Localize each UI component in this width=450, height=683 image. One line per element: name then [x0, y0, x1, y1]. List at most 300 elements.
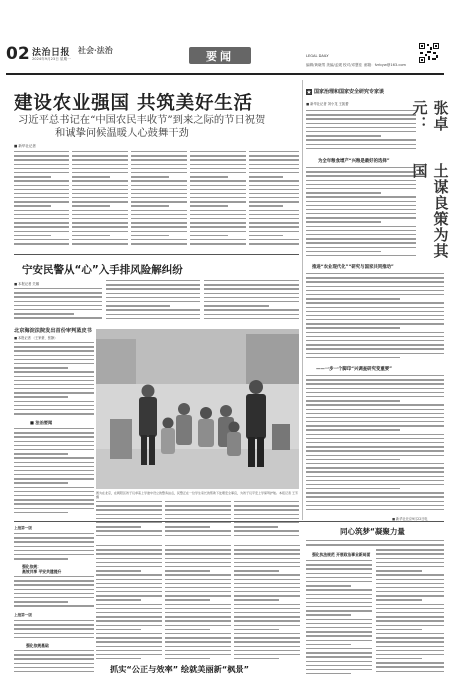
text-line: [249, 205, 283, 206]
text-line: [306, 353, 444, 354]
text-line: [72, 164, 128, 165]
text-line: [96, 545, 162, 546]
text-line: [96, 608, 162, 609]
text-line: [306, 234, 416, 235]
text-line: [165, 501, 231, 502]
text-line: [96, 633, 162, 634]
text-line: [234, 545, 300, 546]
text-line: [306, 201, 416, 202]
text-line: [249, 218, 299, 219]
text-line: [14, 193, 69, 194]
text-line: [249, 151, 299, 152]
text-line: [131, 193, 187, 194]
text-line: [14, 580, 94, 581]
text-line: [376, 650, 444, 651]
text-line: [306, 180, 416, 181]
text-line: [376, 562, 444, 563]
text-line: [96, 553, 162, 554]
lead-byline: ■ 新华社记者: [14, 144, 36, 148]
text-line: [72, 168, 128, 169]
text-line: [131, 172, 187, 173]
text-line: [14, 350, 94, 351]
text-line: [306, 409, 444, 410]
text-line: [131, 214, 187, 215]
bottom-mid-body-2: [165, 545, 231, 663]
text-line: [376, 637, 444, 638]
text-line: [306, 450, 444, 451]
text-line: [376, 595, 444, 596]
text-line: [96, 549, 162, 550]
text-line: [234, 612, 300, 613]
text-line: [72, 218, 128, 219]
text-line: [306, 404, 444, 405]
text-line: [376, 654, 444, 655]
text-line: [190, 231, 246, 232]
vertical-title-line-2: 土谋良策为其国: [410, 163, 450, 260]
right-col-heading-1: 为全年粮食增产“兴粮是最好的选择”: [318, 159, 390, 164]
text-line: [14, 491, 94, 492]
text-line: [306, 635, 372, 636]
text-line: [165, 535, 231, 536]
text-line: [249, 164, 299, 165]
text-line: [72, 214, 128, 215]
text-line: [165, 654, 231, 655]
text-line: [106, 309, 200, 310]
bottom-left-body-1: [14, 533, 94, 563]
text-line: [306, 213, 416, 214]
text-line: [131, 189, 187, 190]
text-line: [249, 231, 299, 232]
text-line: [306, 581, 372, 582]
text-line: [14, 512, 68, 513]
text-line: [131, 201, 187, 202]
text-line: [14, 550, 94, 551]
text-line: [190, 172, 246, 173]
text-line: [190, 185, 246, 186]
text-line: [14, 313, 74, 314]
text-line: [306, 251, 381, 252]
text-line: [96, 509, 162, 510]
text-line: [72, 226, 128, 227]
text-line: [306, 425, 444, 426]
text-line: [165, 549, 231, 550]
text-line: [14, 558, 68, 559]
text-line: [376, 658, 422, 659]
text-line: [306, 656, 372, 657]
text-line: [190, 205, 228, 206]
text-line: [96, 562, 162, 563]
text-line: [96, 518, 162, 519]
text-line: [306, 598, 372, 599]
text-line: [249, 222, 299, 223]
text-line: [306, 184, 416, 185]
text-line: [14, 222, 69, 223]
right-col-credit: ■ 新华社北京9月22日电: [392, 517, 428, 521]
text-line: [306, 438, 444, 439]
text-line: [306, 665, 372, 666]
text-line: [376, 579, 444, 580]
text-line: [306, 148, 416, 149]
text-line: [14, 371, 94, 372]
text-line: [14, 342, 94, 343]
text-line: [306, 247, 416, 248]
text-line: [190, 235, 228, 236]
text-line: [96, 625, 162, 626]
text-line: [14, 201, 69, 202]
text-line: [306, 327, 400, 328]
text-line: [14, 541, 94, 542]
text-line: [234, 641, 300, 642]
text-line: [306, 480, 444, 481]
text-line: [306, 205, 416, 206]
text-line: [131, 218, 187, 219]
paper-name: 法治日报: [32, 48, 71, 58]
text-line: [190, 226, 246, 227]
text-line: [190, 214, 246, 215]
text-line: [165, 566, 231, 567]
text-line: [72, 176, 110, 177]
text-line: [165, 637, 231, 638]
text-line: [306, 127, 416, 128]
text-line: [306, 492, 444, 493]
text-line: [306, 540, 444, 541]
bottom-left-head-1: 上接第一版: [14, 526, 32, 530]
text-line: [306, 302, 444, 303]
text-line: [14, 317, 102, 318]
text-line: [14, 432, 94, 433]
text-line: [131, 155, 187, 156]
text-line: [306, 594, 372, 595]
text-line: [190, 151, 246, 152]
text-line: [234, 566, 300, 567]
text-line: [72, 189, 128, 190]
text-line: [376, 604, 444, 605]
text-line: [165, 633, 231, 634]
bottom-headline-1: 抓实“公正与效率” 绘就美丽新“枫景”: [110, 664, 250, 674]
date-line: 2024年9月23日 星期一: [32, 57, 71, 61]
text-line: [376, 570, 422, 571]
text-line: [376, 646, 444, 647]
text-line: [306, 673, 351, 674]
text-line: [14, 164, 69, 165]
news-photo: [96, 329, 299, 489]
text-line: [306, 568, 372, 569]
text-line: [306, 623, 372, 624]
text-line: [14, 396, 68, 397]
mid-sub-byline: ■ 本报记者 （王家豪、张静）: [14, 336, 58, 340]
text-line: [306, 488, 400, 489]
text-line: [106, 314, 200, 315]
text-line: [306, 277, 444, 278]
text-line: [14, 218, 69, 219]
text-line: [306, 459, 400, 460]
text-line: [306, 417, 444, 418]
bottom-left-body-2: [14, 576, 94, 612]
right-col-byline: ■ 新华社记者 刘小龙 王凯蕾: [306, 102, 349, 106]
text-line: [14, 359, 94, 360]
text-line: [72, 235, 110, 236]
text-line: [376, 587, 444, 588]
text-line: [306, 463, 444, 464]
text-line: [306, 315, 444, 316]
text-line: [14, 346, 94, 347]
text-line: [106, 318, 200, 319]
text-line: [96, 530, 162, 531]
text-line: [165, 505, 231, 506]
text-line: [204, 288, 299, 289]
text-line: [306, 294, 444, 295]
text-line: [14, 601, 68, 602]
text-line: [131, 164, 187, 165]
text-line: [72, 193, 128, 194]
text-line: [306, 652, 372, 653]
mid-rule: [14, 254, 299, 255]
text-line: [376, 616, 444, 617]
text-line: [96, 514, 162, 515]
text-line: [72, 201, 128, 202]
text-line: [376, 625, 444, 626]
text-line: [234, 595, 300, 596]
text-line: [14, 214, 69, 215]
lead-subtitle-2: 和诚挚问候温暖人心鼓舞干劲: [55, 127, 189, 139]
text-line: [96, 570, 141, 571]
bottom-headline-2: 同心筑梦“凝聚力量: [340, 527, 405, 536]
text-line: [14, 305, 102, 306]
text-line: [306, 606, 372, 607]
text-line: [306, 396, 444, 397]
text-line: [306, 573, 372, 574]
text-line: [14, 499, 94, 500]
text-line: [131, 197, 187, 198]
text-line: [306, 323, 444, 324]
text-line: [306, 631, 372, 632]
text-line: [204, 293, 299, 294]
text-line: [306, 627, 372, 628]
bottom-right-sub: 强化执法规范 开展政治事业新局面: [312, 552, 371, 557]
lead-subtitle-1: 习近平总书记在“中国农民丰收节”到来之际的节日祝贺: [18, 114, 266, 126]
text-line: [306, 602, 372, 603]
text-line: [204, 301, 299, 302]
text-line: [306, 332, 444, 333]
vertical-title: [410, 100, 450, 270]
text-line: [131, 180, 187, 181]
photo-caption: 图为在北京，在朝阳区孩子们拿着上学途中设立的警务站点，民警正在一位学生家长的帮助下处理安全事宜，为孩子们平安上学保驾护航。本报记者 王芳 摄: [96, 491, 298, 499]
right-col-body-1: [306, 110, 416, 156]
text-line: [306, 135, 381, 136]
masthead-rule: [6, 73, 444, 75]
text-line: [306, 281, 444, 282]
text-line: [234, 616, 300, 617]
text-line: [14, 457, 94, 458]
text-line: [306, 167, 416, 168]
text-line: [190, 218, 246, 219]
text-line: [14, 482, 68, 483]
text-line: [14, 671, 94, 672]
text-line: [306, 110, 416, 111]
text-line: [306, 123, 416, 124]
text-line: [376, 666, 444, 667]
text-line: [165, 526, 210, 527]
bottom-mid-body-1: [96, 545, 162, 663]
text-line: [14, 189, 69, 190]
text-line: [14, 533, 94, 534]
text-line: [14, 235, 51, 236]
text-line: [306, 217, 416, 218]
text-line: [306, 644, 351, 645]
text-line: [96, 646, 162, 647]
text-line: [14, 436, 94, 437]
legal-daily-label: LEGAL DAILY: [306, 54, 329, 58]
bottom-left-sub-2: 强化依规基础: [26, 643, 49, 648]
text-line: [14, 243, 69, 244]
text-line: [14, 388, 94, 389]
text-line: [14, 376, 94, 377]
lead-body-col-2: [72, 151, 128, 251]
text-line: [306, 585, 351, 586]
text-line: [14, 159, 69, 160]
text-line: [204, 280, 299, 281]
text-line: [249, 180, 299, 181]
bottom-right-body-3: [376, 545, 444, 678]
text-line: [306, 429, 400, 430]
text-line: [165, 595, 231, 596]
text-line: [190, 159, 246, 160]
text-line: [234, 579, 300, 580]
text-line: [306, 383, 444, 384]
text-line: [234, 509, 299, 510]
text-line: [131, 243, 187, 244]
text-line: [14, 172, 69, 173]
text-line: [234, 558, 300, 559]
text-line: [96, 501, 162, 502]
right-col-divider: [302, 80, 303, 520]
text-line: [131, 222, 187, 223]
text-line: [306, 286, 444, 287]
text-line: [106, 280, 200, 281]
text-line: [131, 231, 187, 232]
text-line: [165, 641, 231, 642]
text-line: [14, 546, 94, 547]
text-line: [14, 453, 68, 454]
text-line: [234, 526, 278, 527]
right-col-body-4: [306, 375, 444, 515]
text-line: [14, 537, 94, 538]
text-line: [306, 118, 416, 119]
text-line: [96, 535, 162, 536]
text-line: [234, 562, 300, 563]
text-line: [14, 605, 94, 606]
right-col-heading-3: ——一步一个脚印“兴调查研究变重要”: [316, 367, 393, 372]
text-line: [306, 290, 444, 291]
text-line: [14, 667, 94, 668]
text-line: [72, 197, 128, 198]
text-line: [106, 297, 200, 298]
text-line: [234, 574, 300, 575]
text-line: [14, 210, 69, 211]
text-line: [165, 574, 231, 575]
text-line: [165, 530, 231, 531]
mid-sub-body: [14, 342, 94, 418]
text-line: [190, 164, 246, 165]
text-line: [14, 168, 69, 169]
text-line: [106, 305, 170, 306]
text-line: [14, 658, 94, 659]
mid-story-body-2: [106, 280, 200, 324]
text-line: [249, 226, 299, 227]
text-line: [306, 311, 444, 312]
text-line: [14, 593, 94, 594]
text-line: [72, 222, 128, 223]
text-line: [306, 661, 372, 662]
text-line: [165, 650, 231, 651]
text-line: [131, 235, 169, 236]
text-line: [131, 151, 187, 152]
page-number: 02: [6, 44, 30, 64]
text-line: [376, 641, 444, 642]
section-label: 要闻: [206, 49, 234, 63]
text-line: [14, 633, 94, 634]
text-line: [14, 554, 94, 555]
text-line: [14, 151, 69, 152]
text-line: [249, 210, 299, 211]
text-line: [306, 434, 444, 435]
text-line: [204, 314, 299, 315]
text-line: [306, 348, 444, 349]
text-line: [306, 196, 416, 197]
text-line: [14, 462, 94, 463]
text-line: [306, 336, 444, 337]
text-line: [249, 155, 299, 156]
text-line: [14, 392, 94, 393]
text-line: [306, 509, 444, 510]
text-line: [96, 595, 162, 596]
text-line: [306, 230, 416, 231]
text-line: [14, 413, 94, 414]
text-line: [376, 553, 444, 554]
text-line: [376, 662, 444, 663]
text-line: [14, 428, 94, 429]
text-line: [72, 159, 128, 160]
text-line: [14, 474, 94, 475]
right-col-heading-2: 推进“农业现代化”“研究与国家共同推动”: [312, 265, 394, 270]
text-line: [249, 214, 299, 215]
text-line: [14, 380, 94, 381]
text-line: [306, 589, 372, 590]
text-line: [249, 189, 299, 190]
text-line: [165, 604, 231, 605]
text-line: [306, 131, 416, 132]
text-line: [234, 658, 279, 659]
text-line: [234, 650, 300, 651]
text-line: [234, 591, 300, 592]
text-line: [376, 629, 422, 630]
text-line: [306, 375, 444, 376]
text-line: [306, 238, 416, 239]
text-line: [96, 505, 162, 506]
text-line: [72, 210, 128, 211]
text-line: [72, 151, 128, 152]
text-line: [14, 155, 69, 156]
text-line: [14, 487, 94, 488]
text-line: [131, 176, 169, 177]
text-line: [14, 292, 102, 293]
text-line: [14, 176, 51, 177]
text-line: [306, 209, 416, 210]
text-line: [306, 614, 351, 615]
right-col-header-text: 国家治理和国家安全研究专家谈: [314, 89, 385, 95]
lead-body-col-1: [14, 151, 69, 251]
text-line: [234, 583, 300, 584]
